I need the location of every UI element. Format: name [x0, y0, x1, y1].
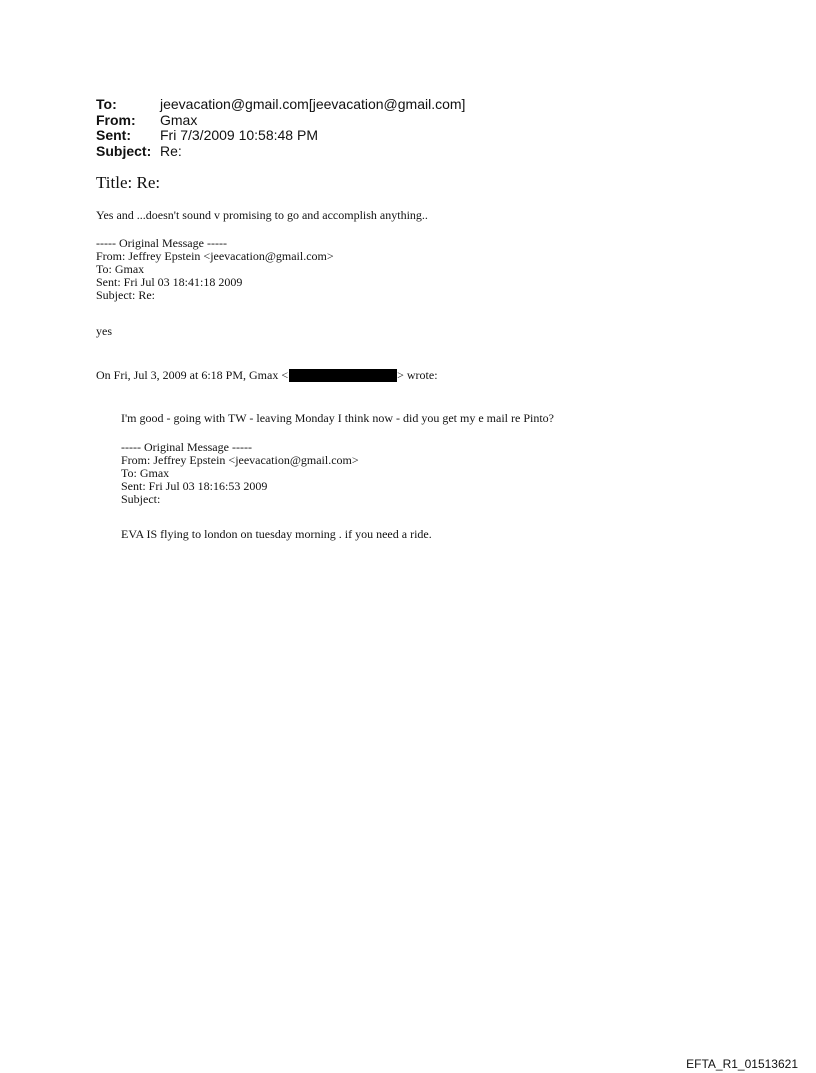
nested-reply-text: I'm good - going with TW - leaving Monday I think now - did you get my e mail re Pinto?: [121, 411, 554, 425]
original-message-1: [96, 237, 334, 302]
header-to-row: [96, 97, 616, 113]
original-1-separator: ----- Original Message -----: [96, 236, 227, 250]
header-from-row: [96, 113, 616, 129]
sent-label: Sent:: [96, 127, 131, 143]
message-title: Title: Re:: [96, 173, 161, 192]
original-message-2: [121, 441, 359, 506]
header-subject-row: [96, 144, 616, 160]
from-value: Gmax: [160, 111, 198, 128]
to-label: To:: [96, 96, 117, 112]
redaction-box: [289, 369, 397, 382]
original-1-from: From: Jeffrey Epstein <jeevacation@gmail.com>: [96, 249, 334, 263]
email-header: [96, 97, 616, 159]
to-value: jeevacation@gmail.com[jeevacation@gmail.com]: [160, 96, 466, 112]
original-2-to: To: Gmax: [121, 466, 170, 480]
original-2-from: From: Jeffrey Epstein <jeevacation@gmail.com>: [121, 453, 359, 467]
subject-value: Re:: [160, 142, 182, 159]
quote-intro: [96, 369, 438, 382]
quote-intro-suffix: > wrote:: [397, 368, 438, 382]
reply-text: Yes and ...doesn't sound v promising to go and accomplish anything..: [96, 208, 428, 222]
yes-text: yes: [96, 324, 112, 338]
quote-intro-prefix: On Fri, Jul 3, 2009 at 6:18 PM, Gmax <: [96, 368, 289, 382]
header-sent-row: [96, 128, 616, 144]
original-2-subject: Subject:: [121, 492, 161, 506]
original-2-separator: ----- Original Message -----: [121, 440, 252, 454]
sent-value: Fri 7/3/2009 10:58:48 PM: [160, 127, 318, 143]
original-1-subject: Subject: Re:: [96, 288, 155, 302]
document-id: EFTA_R1_01513621: [686, 1057, 798, 1071]
original-1-sent: Sent: Fri Jul 03 18:41:18 2009: [96, 275, 243, 289]
from-label: From:: [96, 111, 136, 128]
original-1-to: To: Gmax: [96, 262, 145, 276]
subject-label: Subject:: [96, 142, 152, 159]
nested-final-text: EVA IS flying to london on tuesday morning . if you need a ride.: [121, 527, 432, 541]
original-2-sent: Sent: Fri Jul 03 18:16:53 2009: [121, 479, 268, 493]
